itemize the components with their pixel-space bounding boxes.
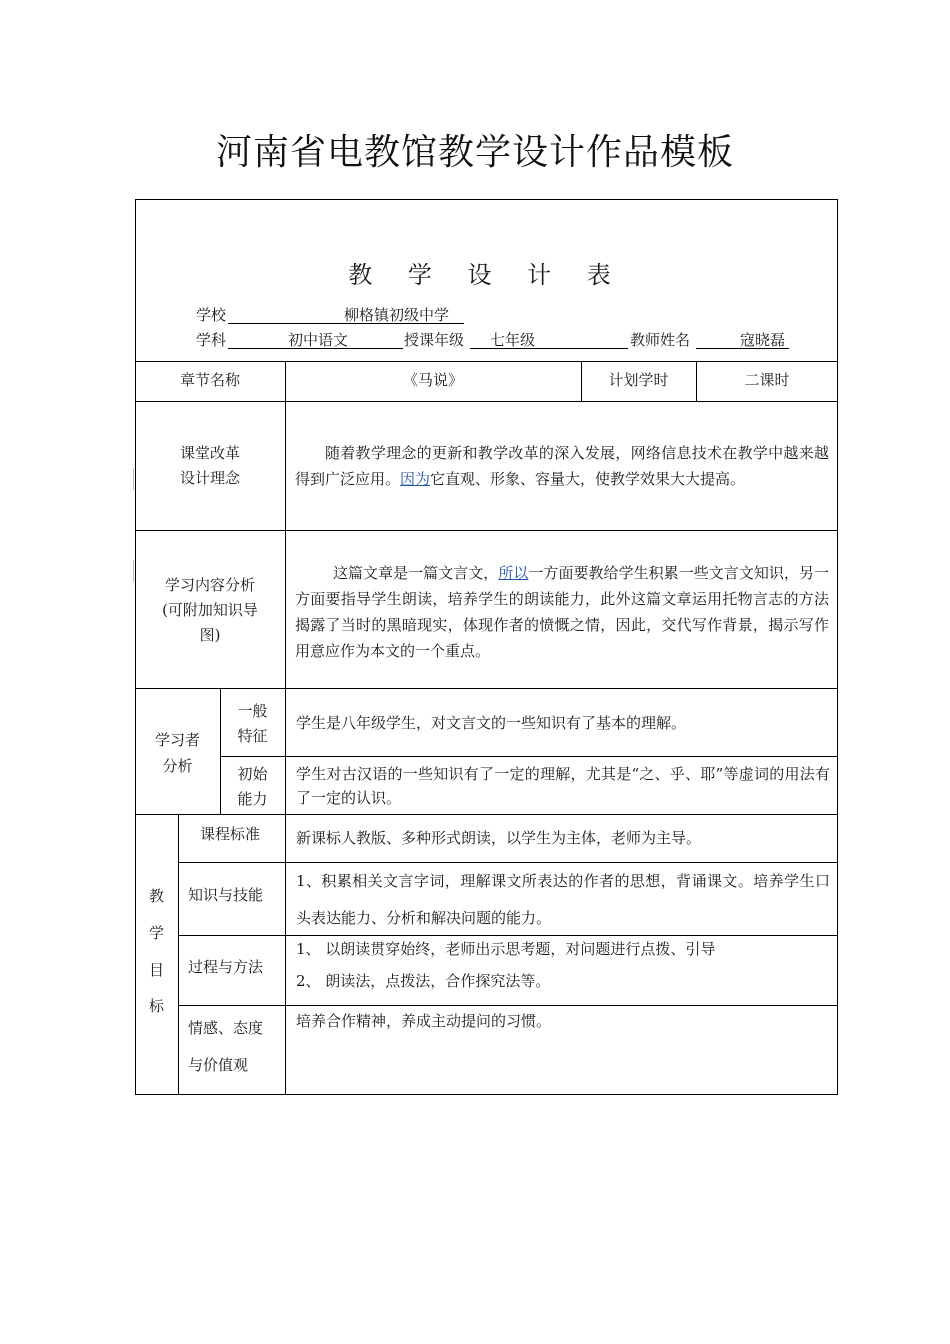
standard-text: 新课标人教版、多种形式朗读，以学生为主体，老师为主导。: [296, 829, 702, 847]
concept-label: 设计理念: [179, 469, 240, 487]
teacher-label: 教师姓名: [630, 331, 691, 349]
chapter-value: 《马说》: [402, 371, 463, 389]
concept-text-part: 随着教学理念的更新和教学改革的深入发展，网络信息技术在教学中越来越得到广泛应用。: [295, 444, 829, 488]
grade-label: 授课年级: [404, 331, 465, 349]
content-analysis-label: (可附加知识导: [162, 601, 258, 619]
general-text: 学生是八年级学生，对文言文的一些知识有了基本的理解。: [296, 714, 687, 732]
goals-label-char: 教: [148, 887, 164, 905]
initial-label: 能力: [237, 790, 268, 808]
form-title: 教 学 设 计 表: [348, 261, 625, 289]
general-label: 特征: [237, 727, 268, 745]
emotion-label: 情感、态度: [188, 1019, 264, 1037]
hours-value: 二课时: [744, 371, 790, 389]
content-text-part: 一方面要教给学生积累一些文言文知识，另一方面要指导学生朗读，培养学生的朗读能力，此外这篇文章运用托物言志的方法揭露了当时的黑暗现实，体现作者的愤慨之情，因此，交代写作背景，揭示写作用意应作为本文的一个重点。: [295, 564, 829, 660]
goals-label-char: 学: [148, 924, 164, 942]
content-analysis-label: 图): [199, 626, 221, 644]
content-analysis-text: [295, 560, 829, 664]
content-text-part: 这篇文章是一篇文言文，: [333, 564, 499, 582]
goals-label-char: 目: [148, 961, 164, 979]
school-label: 学校: [196, 306, 227, 324]
col-divider: [178, 814, 179, 1095]
subject-label: 学科: [196, 331, 227, 349]
page-title: 河南省电教馆教学设计作品模板: [215, 132, 734, 173]
subject-value: 初中语文: [288, 331, 349, 349]
teacher-value: 寇晓磊: [740, 331, 786, 349]
row-divider: [135, 688, 838, 689]
hours-label: 计划学时: [608, 371, 669, 389]
emotion-label: 与价值观: [188, 1056, 249, 1074]
row-divider: [135, 814, 838, 815]
goals-label-char: 标: [148, 997, 164, 1015]
knowledge-label: 知识与技能: [188, 886, 264, 904]
chapter-label: 章节名称: [179, 371, 240, 389]
row-divider: [135, 401, 838, 402]
concept-text: [295, 440, 829, 492]
grade-value: 七年级: [490, 331, 536, 349]
concept-label: 课堂改革: [179, 444, 240, 462]
emotion-text: 培养合作精神，养成主动提问的习惯。: [296, 1012, 552, 1030]
initial-label: 初始: [237, 765, 268, 783]
process-line: 2、 朗读法，点拨法，合作探究法等。: [296, 972, 551, 990]
process-line: 1、 以朗读贯穿始终，老师出示思考题，对问题进行点拨、引导: [296, 940, 716, 958]
content-link[interactable]: 所以: [498, 564, 529, 582]
edit-mark: [133, 560, 134, 582]
knowledge-text: 1、积累相关文言字词，理解课文所表达的作者的思想，背诵课文。培养学生口头表达能力、分析和解决问题的能力。: [296, 872, 830, 927]
col-divider: [285, 361, 286, 1095]
concept-link[interactable]: 因为: [400, 470, 431, 488]
row-divider: [220, 756, 838, 757]
standard-label: 课程标准: [200, 825, 261, 843]
content-analysis-label: 学习内容分析: [164, 576, 255, 594]
school-value: 柳格镇初级中学: [344, 306, 450, 324]
general-label: 一般: [237, 702, 268, 720]
initial-text: 学生对古汉语的一些知识有了一定的理解，尤其是“之、乎、耶”等虚词的用法有了一定的认识。: [296, 765, 830, 807]
concept-text-part: 它直观、形象、容量大，使教学效果大大提高。: [430, 470, 746, 488]
row-divider: [135, 361, 838, 362]
edit-mark: [133, 468, 134, 490]
learner-label: 学习者: [154, 731, 200, 749]
process-label: 过程与方法: [188, 958, 264, 976]
row-divider: [135, 530, 838, 531]
row-divider: [178, 1005, 838, 1006]
learner-label: 分析: [162, 757, 193, 775]
